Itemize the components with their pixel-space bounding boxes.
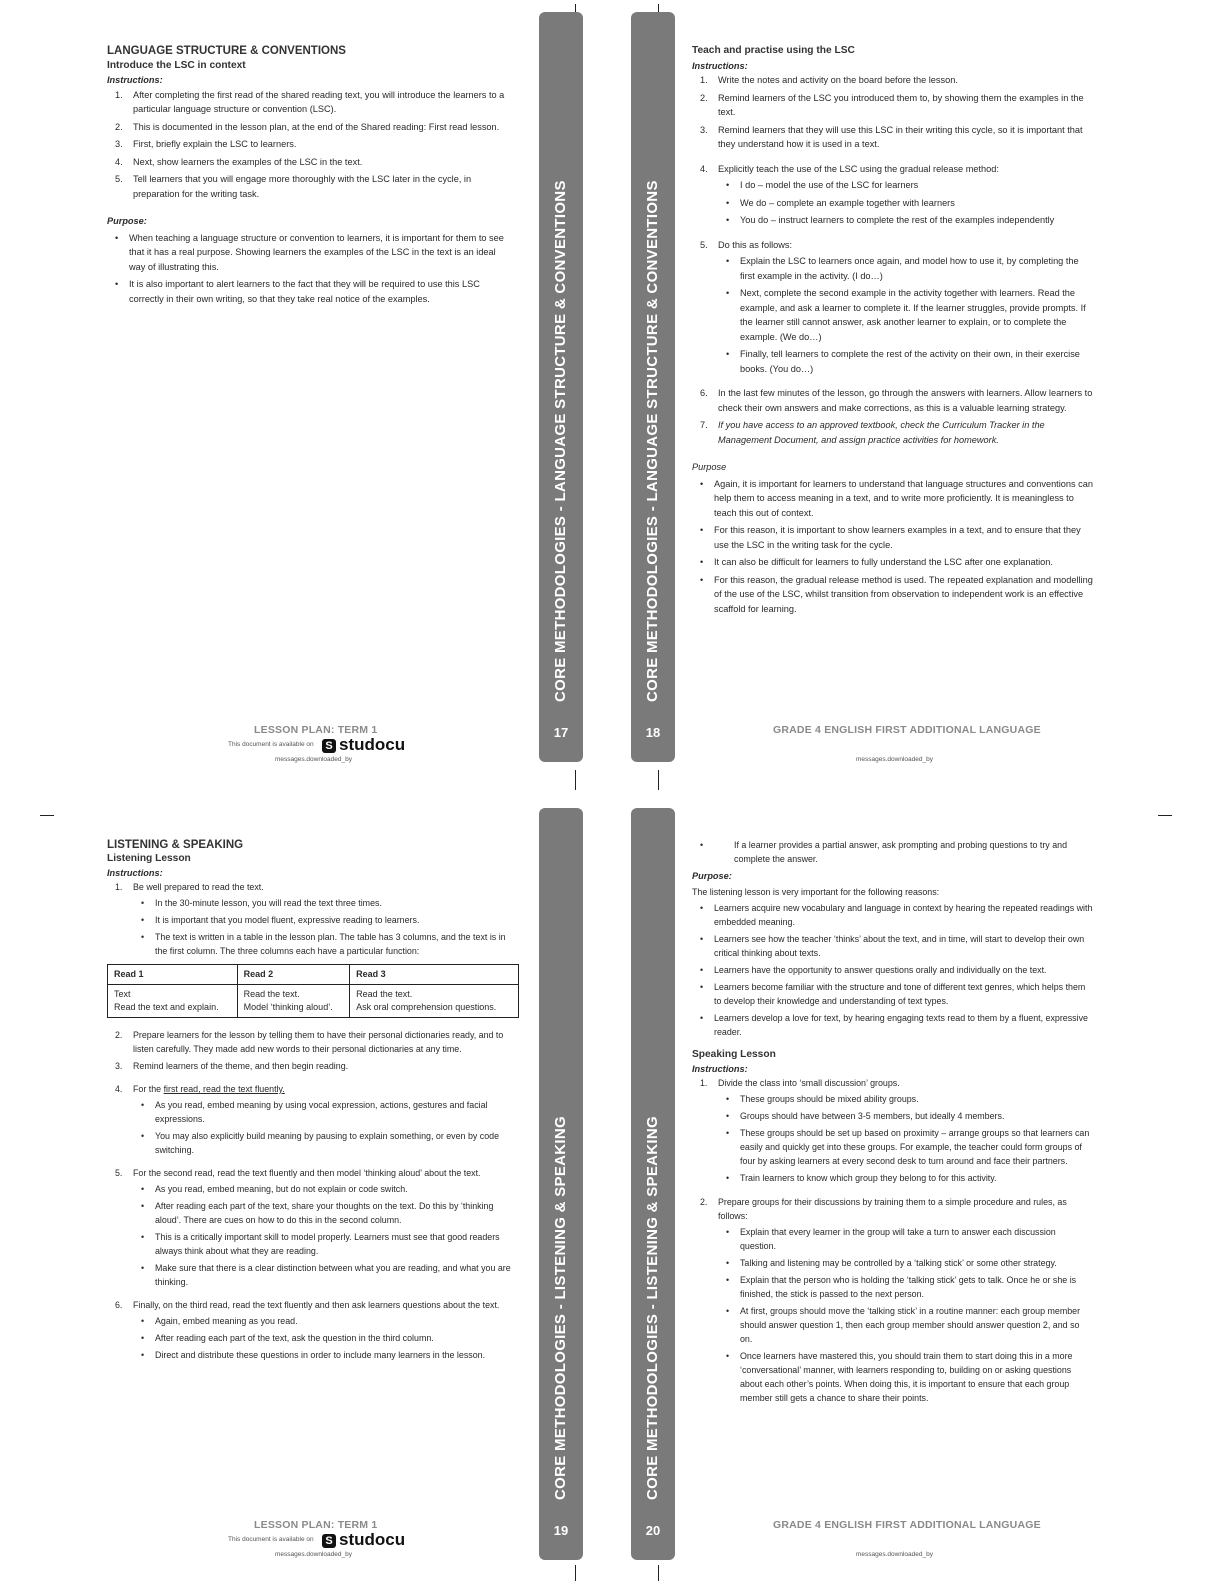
list-item: • These groups should be mixed ability groups. (718, 1092, 1094, 1106)
table-header: Read 2 (237, 965, 350, 985)
list-item (692, 91, 1094, 120)
tab-label: CORE METHODOLOGIES - LISTENING & SPEAKING (644, 1116, 661, 1500)
crop-mark (658, 1565, 659, 1581)
item-number: 2. (700, 92, 708, 103)
item-text: Prepare learners for the lesson by telling them to have their personal dictionaries ready, and to listen carefully. They made add new words to their personal dictionaries at any time. (133, 1030, 504, 1054)
downloaded-note: messages.downloaded_by (856, 1551, 933, 1558)
list-item: • After reading each part of the text, ask the question in the third column. (133, 1331, 519, 1345)
list-item (107, 1028, 519, 1056)
item-text: This is documented in the lesson plan, at the end of the Shared reading: First read lesson. (133, 121, 500, 132)
item-text: Next, show learners the examples of the LSC in the text. (133, 156, 363, 167)
section-heading: Speaking Lesson (692, 1049, 776, 1060)
list-item: • After reading each part of the text, share your thoughts on the text. Do this by ‘thinking aloud’. There are cues on how to do this in the second column. (133, 1199, 519, 1227)
studocu-icon: S (322, 739, 336, 753)
brand-name: studocu (339, 1530, 406, 1549)
sub-list (718, 1225, 1094, 1405)
item-number: 4. (115, 1084, 123, 1094)
section-tab (631, 12, 675, 762)
list-item: • Learners see how the teacher ‘thinks’ about the text, and in time, will start to develop their own critical thinking about texts. (692, 932, 1094, 960)
cell-line: Ask oral comprehension questions. (356, 1002, 497, 1012)
page-19 (107, 838, 519, 1365)
item-number: 6. (700, 388, 708, 398)
page-number: 17 (553, 725, 569, 740)
item-number: 2. (115, 121, 123, 132)
section-tab (539, 12, 583, 762)
list-item (107, 1166, 519, 1289)
item-number: 2. (115, 1030, 123, 1040)
list-item: • Groups should have between 3-5 members, but ideally 4 members. (718, 1109, 1094, 1123)
list-item: • In the 30-minute lesson, you will read the text three times. (133, 896, 519, 910)
list-item (107, 1298, 519, 1362)
sub-list (133, 896, 519, 958)
item-number: 5. (700, 239, 708, 250)
item-text: Remind learners that they will use this LSC in their writing this cycle, so it is important that they understand how it is used in a text. (718, 124, 1083, 149)
list-item: • We do – complete an example together with learners (718, 196, 1094, 211)
downloaded-note: messages.downloaded_by (275, 756, 352, 763)
item-text: Finally, on the third read, read the text fluently and then ask learners questions about the text. (133, 1300, 500, 1310)
downloaded-note: messages.downloaded_by (275, 1551, 352, 1558)
purpose-list (692, 477, 1094, 617)
list-item (692, 238, 1094, 377)
crop-mark (575, 770, 576, 790)
tab-label: CORE METHODOLOGIES - LANGUAGE STRUCTURE & CONVENTIONS (552, 180, 569, 702)
item-number: 3. (115, 1061, 123, 1071)
page-title: LANGUAGE STRUCTURE & CONVENTIONS (107, 45, 346, 57)
list-item: • Explain that every learner in the group will take a turn to answer each discussion question. (718, 1225, 1094, 1253)
page-17 (107, 44, 512, 309)
list-item: • As you read, embed meaning, but do not explain or code switch. (133, 1182, 519, 1196)
list-item (107, 880, 519, 958)
list-item: • Make sure that there is a clear distinction between what you are reading, and what you are thinking. (133, 1261, 519, 1289)
item-number: 4. (700, 163, 708, 174)
brand-name: studocu (339, 735, 406, 754)
instruction-list (107, 88, 512, 202)
cell-line: Text (114, 989, 131, 999)
page-number: 18 (645, 725, 661, 740)
section-heading: Introduce the LSC in context (107, 59, 246, 71)
page-18 (692, 44, 1094, 619)
item-number: 5. (115, 174, 123, 184)
item-text: For the (133, 1084, 164, 1094)
tab-label: CORE METHODOLOGIES - LANGUAGE STRUCTURE & CONVENTIONS (644, 180, 661, 702)
list-item (107, 88, 512, 117)
list-item: • Direct and distribute these questions in order to include many learners in the lesson. (133, 1348, 519, 1362)
list-item (107, 155, 512, 170)
list-item: • You do – instruct learners to complete the rest of the examples independently (718, 213, 1094, 228)
list-item: • It can also be difficult for learners to fully understand the LSC after one explanation. (692, 555, 1094, 570)
list-item: • Explain the LSC to learners once again, and model how to use it, by completing the first example in the activity. (I do…) (718, 254, 1094, 283)
item-number: 2. (700, 1197, 708, 1207)
item-number: 1. (115, 89, 123, 100)
list-item: • When teaching a language structure or convention to learners, it is important for them to see that it has a real purpose. Showing learners the examples of the LSC in the text is an ideal way of illustrating this. (107, 231, 512, 275)
instruction-list (692, 73, 1094, 447)
list-item: • It is important that you model fluent, expressive reading to learners. (133, 913, 519, 927)
instruction-list (107, 880, 519, 958)
purpose-intro: The listening lesson is very important for the following reasons: (692, 887, 940, 897)
purpose-label: Purpose (692, 462, 727, 472)
table-header: Read 3 (350, 965, 519, 985)
table-cell (237, 985, 350, 1018)
footer-text: GRADE 4 ENGLISH FIRST ADDITIONAL LANGUAGE (773, 1519, 1041, 1531)
studocu-logo (322, 1530, 405, 1550)
page-20 (692, 838, 1094, 1408)
item-text: If you have access to an approved textbook, check the Curriculum Tracker in the Management Document, and assign practice activities for homework. (718, 420, 1045, 445)
sub-list (133, 1182, 519, 1289)
crop-mark (40, 815, 54, 816)
lead-list (692, 838, 1094, 866)
item-text: Tell learners that you will engage more thoroughly with the LSC later in the cycle, in preparation for the writing task. (133, 174, 472, 199)
reading-table (107, 964, 519, 1018)
list-item (107, 1082, 519, 1157)
item-number: 3. (700, 124, 708, 135)
purpose-label: Purpose: (692, 871, 732, 881)
item-number: 7. (700, 420, 708, 430)
purpose-label: Purpose: (107, 216, 147, 226)
item-text: For the second read, read the text fluently and then model ‘thinking aloud’ about the text. (133, 1168, 481, 1178)
page-number: 19 (553, 1523, 569, 1538)
studocu-icon: S (322, 1534, 336, 1548)
section-tab (631, 808, 675, 1560)
list-item: • If a learner provides a partial answer, ask prompting and probing questions to try and complete the answer. (692, 838, 1094, 866)
section-heading: Listening Lesson (107, 853, 191, 864)
list-item (692, 1076, 1094, 1185)
list-item: • I do – model the use of the LSC for learners (718, 178, 1094, 193)
item-text: Prepare groups for their discussions by training them to a simple procedure and rules, as follows: (718, 1197, 1067, 1221)
instructions-label: Instructions: (107, 868, 163, 878)
crop-mark (575, 1565, 576, 1581)
studocu-logo (322, 735, 405, 755)
item-text: Be well prepared to read the text. (133, 882, 264, 892)
list-item (692, 162, 1094, 228)
instructions-label: Instructions: (692, 60, 748, 71)
item-text: Remind learners of the theme, and then begin reading. (133, 1061, 349, 1071)
table-cell (108, 985, 238, 1018)
list-item: • Learners have the opportunity to answer questions orally and individually on the text. (692, 963, 1094, 977)
item-number: 1. (115, 882, 123, 892)
cell-line: Read the text. (356, 989, 413, 999)
list-item: • As you read, embed meaning by using vocal expression, actions, gestures and facial expressions. (133, 1098, 519, 1126)
list-item: • For this reason, the gradual release method is used. The repeated explanation and modelling of the use of the LSC, whilst transition from observation to independent work is an effective scaffold for learning. (692, 573, 1094, 617)
crop-mark (1158, 815, 1172, 816)
page-number: 20 (645, 1523, 661, 1538)
item-text: First, briefly explain the LSC to learners. (133, 139, 297, 149)
item-text: Remind learners of the LSC you introduced them to, by showing them the examples in the text. (718, 92, 1084, 117)
list-item (107, 137, 512, 152)
item-text: Do this as follows: (718, 239, 793, 250)
downloaded-note: messages.downloaded_by (856, 756, 933, 763)
list-item (692, 386, 1094, 415)
sub-list (133, 1098, 519, 1157)
sub-list (718, 254, 1094, 376)
item-text: Explicitly teach the use of the LSC using the gradual release method: (718, 163, 999, 174)
section-heading: Teach and practise using the LSC (692, 45, 855, 56)
item-text: After completing the first read of the shared reading text, you will introduce the learners to a particular language structure or convention (LSC). (133, 89, 505, 114)
list-item: • Again, it is important for learners to understand that language structures and conventions can help them to access meaning in a text, and to write more proficiently. It is meaningless to teach this out of context. (692, 477, 1094, 521)
list-item: • This is a critically important skill to model properly. Learners must see that good readers always think about what they are reading. (133, 1230, 519, 1258)
tab-label: CORE METHODOLOGIES - LISTENING & SPEAKING (552, 1116, 569, 1500)
footer-text: LESSON PLAN: TERM 1 (254, 724, 378, 736)
table-row (108, 985, 519, 1018)
item-number: 6. (115, 1300, 123, 1310)
list-item: • Talking and listening may be controlled by a ‘talking stick’ or some other strategy. (718, 1256, 1094, 1270)
instruction-list (692, 1076, 1094, 1405)
available-note: This document is available on (228, 741, 314, 748)
list-item: • Train learners to know which group they belong to for this activity. (718, 1171, 1094, 1185)
instructions-label: Instructions: (692, 1064, 748, 1074)
table-cell (350, 985, 519, 1018)
list-item: • Next, complete the second example in the activity together with learners. Read the example, and ask a learner to complete it. If the learner struggles, provide prompts. If the learner still cannot answer, ask another learner to explain, or to complete the example. (We do…) (718, 286, 1094, 344)
footer-text: LESSON PLAN: TERM 1 (254, 1519, 378, 1531)
table-header: Read 1 (108, 965, 238, 985)
purpose-list (107, 231, 512, 307)
list-item: • For this reason, it is important to show learners examples in a text, and to ensure that they use the LSC in the writing task for the cycle. (692, 523, 1094, 552)
item-number: 1. (700, 1078, 708, 1088)
item-number: 3. (115, 139, 123, 149)
footer-text: GRADE 4 ENGLISH FIRST ADDITIONAL LANGUAGE (773, 724, 1041, 736)
item-number: 5. (115, 1168, 123, 1178)
page-title: LISTENING & SPEAKING (107, 839, 244, 851)
list-item (692, 418, 1094, 447)
list-item: • These groups should be set up based on proximity – arrange groups so that learners can easily and quickly get into these groups. For example, the teacher could form groups of four by asking learners at every second desk to turn around and face their partners. (718, 1126, 1094, 1168)
sub-list (718, 178, 1094, 228)
sub-list (133, 1314, 519, 1362)
list-item: • Once learners have mastered this, you should train them to start doing this in a more ‘conversational’ manner, with learners responding to, building on or asking questions about each other’s points. When doing this, it is important to ensure that each group member still gets a chance to share their points. (718, 1349, 1094, 1405)
list-item (107, 1059, 519, 1073)
list-item: • Again, embed meaning as you read. (133, 1314, 519, 1328)
list-item: • You may also explicitly build meaning by pausing to explain something, or even by code switching. (133, 1129, 519, 1157)
list-item (692, 73, 1094, 88)
cell-line: Read the text and explain. (114, 1002, 219, 1012)
cell-line: Read the text. (243, 989, 300, 999)
item-text: Divide the class into ‘small discussion’ groups. (718, 1078, 900, 1088)
list-item (107, 120, 512, 135)
purpose-list (692, 901, 1094, 1039)
item-text: Write the notes and activity on the board before the lesson. (718, 75, 958, 85)
list-item: • At first, groups should move the ‘talking stick’ in a routine manner: each group member should answer question 1, then each group member should answer question 2, and so on. (718, 1304, 1094, 1346)
table-header-row (108, 965, 519, 985)
list-item: • Explain that the person who is holding the ‘talking stick’ gets to talk. Once he or she is finished, the stick is passed to the next person. (718, 1273, 1094, 1301)
list-item (692, 1195, 1094, 1405)
item-number: 1. (700, 75, 708, 85)
crop-mark (658, 770, 659, 790)
list-item: • Finally, tell learners to complete the rest of the activity on their own, in their exercise books. (You do…) (718, 347, 1094, 376)
sub-list (718, 1092, 1094, 1185)
list-item (692, 123, 1094, 152)
list-item (107, 172, 512, 201)
available-note: This document is available on (228, 1536, 314, 1543)
list-item: • Learners develop a love for text, by hearing engaging texts read to them by a fluent, expressive reader. (692, 1011, 1094, 1039)
cell-line: Model ‘thinking aloud’. (243, 1002, 333, 1012)
instructions-label: Instructions: (107, 75, 163, 85)
item-text: In the last few minutes of the lesson, go through the answers with learners. Allow learners to check their own answers and make corrections, as this is a valuable learning strategy. (718, 388, 1093, 413)
item-number: 4. (115, 156, 123, 167)
instruction-list (107, 1028, 519, 1362)
list-item: • It is also important to alert learners to the fact that they will be required to use this LSC correctly in their own writing, so that they take real notice of the examples. (107, 277, 512, 306)
section-tab (539, 808, 583, 1560)
item-text-underlined: first read, read the text fluently. (163, 1084, 285, 1094)
list-item: • Learners become familiar with the structure and tone of different text genres, which helps them to develop their knowledge and understanding of text types. (692, 980, 1094, 1008)
list-item: • The text is written in a table in the lesson plan. The table has 3 columns, and the text is in the first column. The three columns each have a particular function: (133, 930, 519, 958)
list-item: • Learners acquire new vocabulary and language in context by hearing the repeated readings with embedded meaning. (692, 901, 1094, 929)
